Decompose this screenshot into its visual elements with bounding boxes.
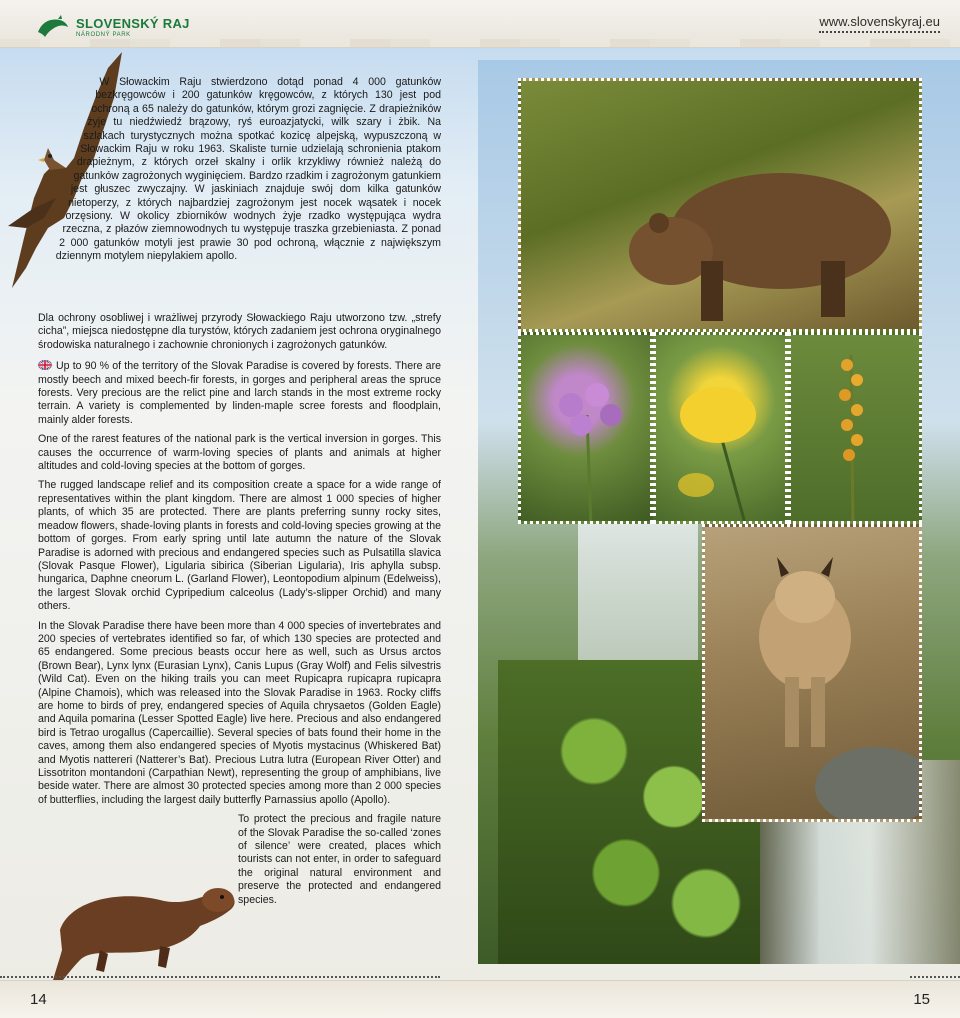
paragraph-pl-1: W Słowackim Raju stwierdzono dotąd ponad 4 000 gatunków bezkręgowców i 200 gatunków kręgowców, z których 130 jest pod ochroną a 65 należy do gatunków, którym grozi zagnięcie. Z drapieżników żyje tu niedźwiedź brązowy, ryś euroazjatycki, wilk szary i żbik. Na szlakach turystycznych można spotkać kozicę alpejską, wypuszczoną w Słowackim Raju w roku 1963. Skaliste turnie udzielają schronienia ptakom drapieżnym, z których orzeł skalny i orlik krzykliwy również należą do gatunków zagrożonych wyginięciem. Bardzo rzadkim i zagrożonym gatunkiem jest głuszec zwyczajny. W jaskiniach znajduje swój dom kilka gatunków nietoperzy, z których najbardziej zagrożonym jest nocek wąsatek i nocek orzęsiony. W okolicy zbiorników wodnych żyje rzadko występująca wydra rzeczna, z płazów ziemnowodnych tu występuje traszka grzebieniasta. Z ponad 2 000 gatunków motyli jest prawie 30 pod ochroną, włącznie z największym dziennym motylem niepylakiem apollo.: [55, 76, 441, 263]
chamois-logo-icon: [36, 14, 70, 40]
nature-photo-collage: [478, 60, 960, 964]
paragraph-en-4: In the Slovak Paradise there have been more than 4 000 species of invertebrates and 200 species of vertebrates identified so far, of which 130 species are protected and 65 endangered. Some precious beasts occur here as well, such as Ursus arctos (Brown Bear), Lynx lynx (Eurasian Lynx), Canis Lupus (Gray Wolf) and Felis silvestris (Wild Cat). Even on the hiking trails you can meet Rupicapra rupicapra rupicapra (Alpine Chamois), which was released into the Slovak Paradise in 1963. Rocky cliffs are home to birds of prey, endangered species of Aquila chrysaetos (Golden Eagle) and Aquila pomarina (Lesser Spotted Eagle) live here. Precious and also endangered bird is Tetrao urogallus (Capercaillie). Several species of bats found their home in the caves, among them also endangered species of Myotis mystacinus (Whiskered Bat) and Myotis nattereri (Natterer’s Bat). Precious Lutra lutra (European River Otter) and Lissotriton montandoni (Carpathian Newt), representing the group of amphibians, live beside water. There are almost 30 protected species among more than 2 000 species of butterflies, including the largest daily butterfly Parnassius apollo (Apollo).: [38, 619, 441, 806]
paragraph-en-3: The rugged landscape relief and its composition create a space for a wide range of representatives within the plant kingdom. There are almost 1 000 species of higher plants, of which 35 are protected. There are plants preferring sunny rocky sites, meadow flowers, shade-loving plants in forests and cold-loving species growing at the bottom of gorges. From early spring until late autumn the nature of the Slovak Paradise is adorned with precious and endangered species such as Pulsatilla slavica (Slovak Pasque Flower), Ligularia sibirica (Siberian Ligularia), Iris aphylla subsp. hungarica, Daphne cneorum L. (Garland Flower), Leontopodium alpinum (Edelweiss), the largest Slovak orchid Cypripedium calceolus (Lady’s-slipper Orchid) and many others.: [38, 479, 441, 613]
eurasian-lynx-photo: [702, 524, 922, 822]
park-logo[interactable]: [36, 14, 190, 40]
paragraph-pl-2: Dla ochrony osobliwej i wrażliwej przyrody Słowackiego Raju utworzono tzw. „strefy cicha”, miejsca niedostępne dla turystów, których zadaniem jest ochrona oryginalnego środowiska naturalnego i zachownie chronionych i zagrożonych gatunków.: [38, 312, 441, 351]
logo-title: SLOVENSKÝ RAJ: [76, 15, 190, 31]
ligularia-photo: [788, 332, 922, 524]
divider-left: [0, 976, 440, 978]
paragraph-en-1-text: Up to 90 % of the territory of the Slovak Paradise is covered by forests. There are mostly beech and mixed beech-fir forests, in gorges and peripheral areas the spruce forests. Very precious are the relict pine and larch stands in the most extreme rocky terrain. A variety is complemented by linden-maple scree forests and floodplain, mainly alder forests.: [38, 360, 441, 426]
article-text: [38, 76, 441, 915]
globeflower-photo: [653, 332, 788, 524]
website-link[interactable]: www.slovenskyraj.eu: [819, 14, 940, 33]
divider-right: [910, 976, 960, 978]
paragraph-en-2: One of the rarest features of the national park is the vertical inversion in gorges. This causes the occurrence of warm-loving species of plants and animals at higher altitudes and cold-loving species at the bottom of gorges.: [38, 433, 441, 473]
primrose-photo: [518, 332, 653, 524]
page-number-right: 15: [913, 991, 930, 1008]
uk-flag-icon: [38, 360, 52, 370]
brown-bear-photo: [518, 78, 922, 332]
footer-band: [0, 980, 960, 1018]
paragraph-en-1: [38, 360, 441, 427]
logo-subtitle: NÁRODNÝ PARK: [76, 31, 131, 38]
waterfall-image: [578, 520, 698, 660]
paragraph-en-5: To protect the precious and fragile nature of the Slovak Paradise the so-called ‘zones of silence’ were created, places which tourists can not enter, in order to safeguard the original natural environment and preserve the protected and endangered species.: [238, 813, 441, 906]
page-number-left: 14: [30, 991, 47, 1008]
